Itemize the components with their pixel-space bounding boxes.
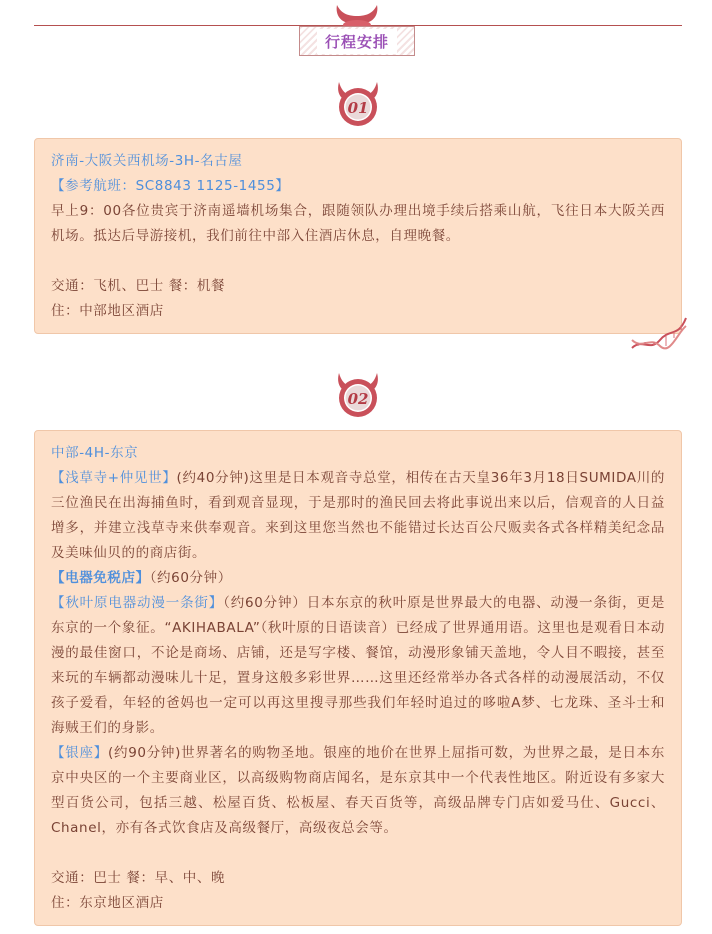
transport-meals: 交通：巴士 餐：早、中、晚: [51, 870, 226, 886]
dna-decoration-icon: [628, 312, 690, 354]
spot-akihabara: [51, 591, 665, 741]
spot-text: （约60分钟）日本东京的秋叶原是世界最大的电器、动漫一条街，更是东京的一个象征。“AKIHABALA”（秋叶原的日语读音）已经成了世界通用语。这里也是观看日本动漫的最佳窗口，不论是商场、店铺，还是写字楼、餐馆，动漫形象铺天盖地，令人目不暇接，甚至来玩的车辆都动漫味儿十足，置身这般多彩世界……这里还经常举办各式各样的动漫展活动，不仅孩子爱看，年轻的爸妈也一定可以再这里搜寻那些我们年轻时追过的哆啦A梦、七龙珠、圣斗士和海贼王们的身影。: [51, 595, 665, 736]
spot-text: (约40分钟)这里是日本观音寺总堂，相传在古天皇36年3月18日SUMIDA川的三位渔民在出海捕鱼时，看到观音显现，于是那时的渔民回去将此事说出来以后，信观音的人日益增多，并建立浅草寺来供奉观音。来到这里您当然也不能错过长达百公尺贩卖各式各样精美纪念品及美味仙贝的的商店街。: [51, 470, 665, 561]
day-description: 早上9：00各位贵宾于济南遥墙机场集合，跟随领队办理出境手续后搭乘山航，飞往日本大阪关西机场。抵达后导游接机，我们前往中部入住酒店休息，自理晚餐。: [51, 203, 665, 244]
flight-info: 【参考航班：SC8843 1125-1455】: [51, 178, 290, 194]
spot-ginza: [51, 741, 665, 841]
route-title: 济南-大阪关西机场-3H-名古屋: [51, 153, 243, 169]
hotel-info: 住：中部地区酒店: [51, 303, 164, 319]
spot-text: （约60分钟）: [149, 570, 232, 586]
spot-asakusa: [51, 466, 665, 566]
day-number: 01: [347, 99, 369, 117]
spot-duty-free: [51, 566, 665, 591]
day-card-02: [34, 430, 682, 926]
spot-name: 【银座】: [51, 745, 108, 761]
spot-name: 【电器免税店】: [51, 570, 150, 586]
section-header: [0, 0, 712, 70]
section-title-box: [299, 26, 415, 56]
section-title: 行程安排: [317, 29, 397, 54]
transport-meals: 交通：飞机、巴士 餐：机餐: [51, 278, 226, 294]
day-number: 02: [347, 390, 369, 408]
route-title: 中部-4H-东京: [51, 445, 139, 461]
hotel-info: 住：东京地区酒店: [51, 895, 164, 911]
spot-name: 【秋叶原电器动漫一条街】: [51, 595, 224, 611]
day-badge-02: [333, 370, 383, 420]
spot-name: 【浅草寺+仲见世】: [51, 470, 177, 486]
spot-text: (约90分钟)世界著名的购物圣地。银座的地价在世界上屈指可数，为世界之最，是日本东京中央区的一个主要商业区，以高级购物商店闻名，是东京其中一个代表性地区。附近设有多家大型百货公司，包括三越、松屋百货、松板屋、春天百货等，高级品牌专门店如爱马仕、Gucci、Chanel，亦有各式饮食店及高级餐厅，高级夜总会等。: [51, 745, 666, 836]
day-card-01: [34, 138, 682, 334]
day-badge-01: [333, 79, 383, 129]
